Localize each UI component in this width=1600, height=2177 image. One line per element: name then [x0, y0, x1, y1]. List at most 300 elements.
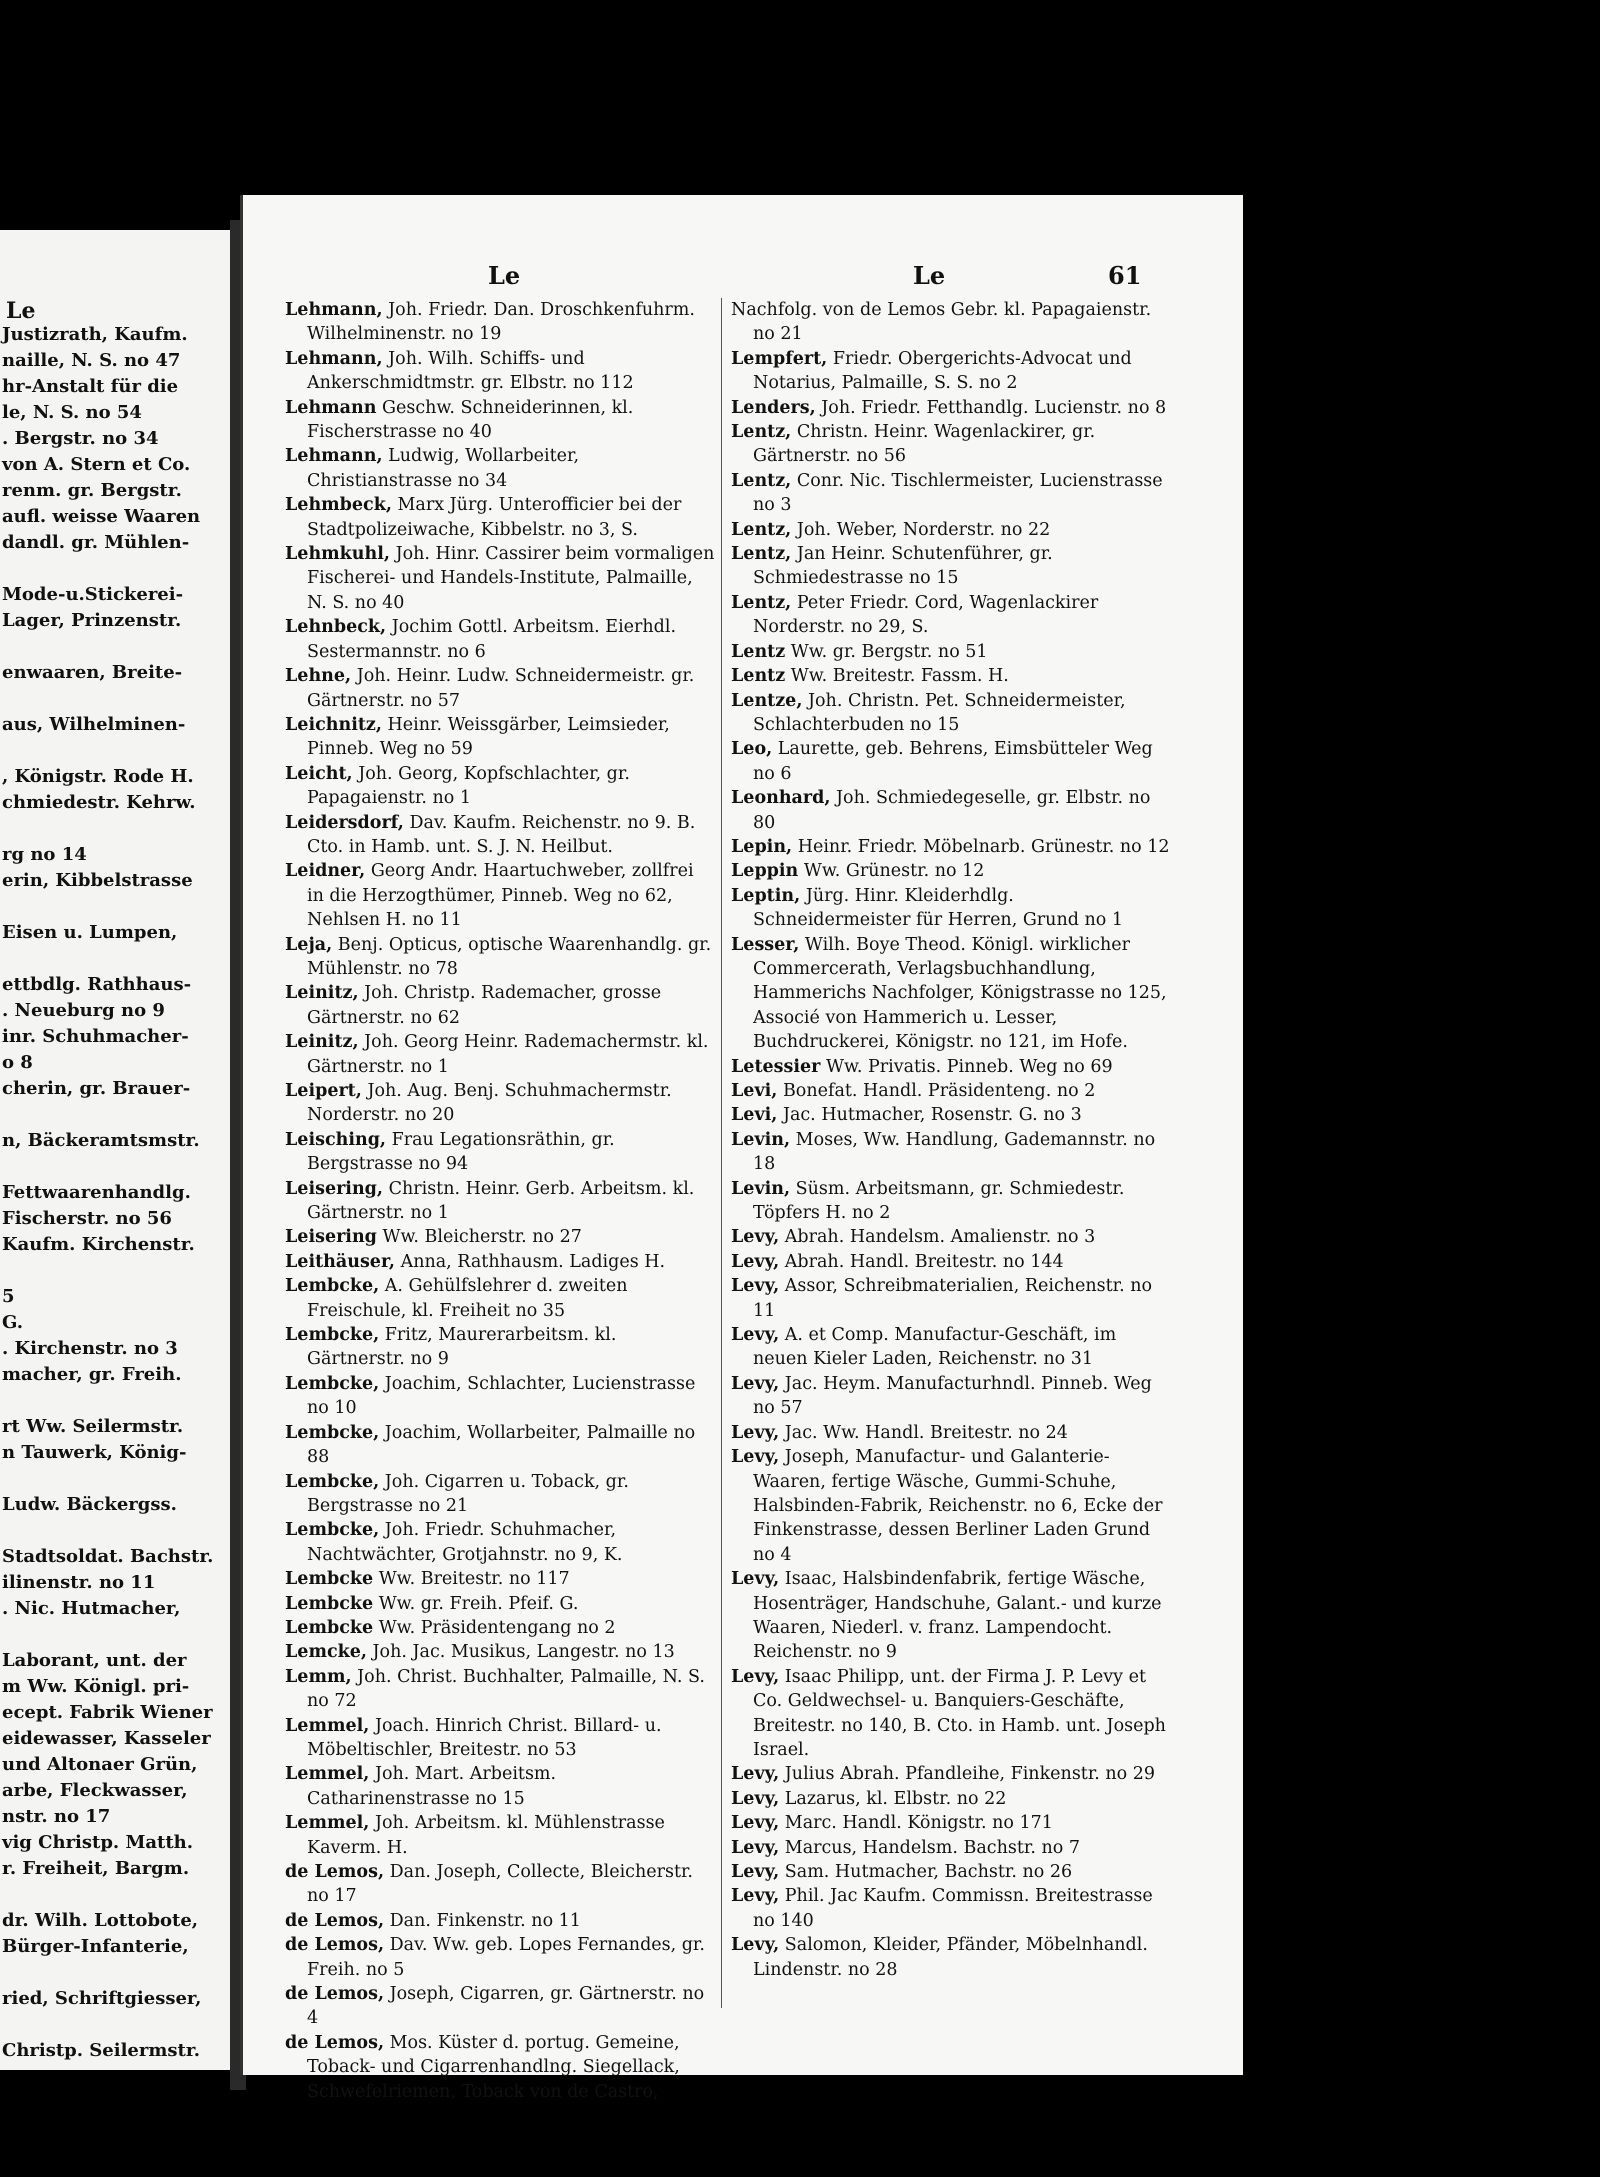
directory-entry — [731, 835, 1176, 859]
left-page-line — [0, 816, 226, 842]
entry-text: Joh. Arbeitsm. kl. Mühlenstrasse Kaverm. H. — [307, 1813, 665, 1858]
entry-name: Lembcke — [285, 1593, 374, 1614]
directory-entry — [285, 1567, 715, 1591]
directory-entry — [731, 786, 1176, 835]
directory-entry — [731, 664, 1176, 688]
entry-name: Lembcke — [285, 1569, 374, 1590]
directory-entry — [285, 615, 715, 664]
entry-text: Christn. Heinr. Wagenlackirer, gr. Gärtnerstr. no 56 — [753, 422, 1096, 467]
directory-entry — [285, 1616, 715, 1640]
entry-text: Salomon, Kleider, Pfänder, Möbelnhandl. Lindenstr. no 28 — [753, 1935, 1148, 1980]
page-header — [243, 261, 1243, 291]
entry-name: Lempfert, — [731, 348, 828, 369]
entry-name: Lehmkuhl, — [285, 544, 390, 565]
entry-text: A. et Comp. Manufactur-Geschäft, im neuen Kieler Laden, Reichenstr. no 31 — [753, 1325, 1117, 1370]
entry-name: Lentz, — [731, 422, 792, 443]
entry-name: Levy, — [731, 1837, 780, 1858]
entry-name: Leithäuser, — [285, 1251, 395, 1272]
left-page-line: ried, Schriftgiesser, — [2, 1988, 202, 2009]
entry-name: Letessier — [731, 1056, 821, 1077]
directory-entry — [285, 1470, 715, 1519]
directory-entry — [285, 1372, 715, 1421]
entry-text: Ludwig, Wollarbeiter, Christianstrasse no 34 — [307, 446, 580, 491]
entry-text: Bonefat. Handl. Präsidenteng. no 2 — [782, 1081, 1096, 1101]
entry-name: Leo, — [731, 739, 773, 760]
left-page-line: eidewasser, Kasseler — [2, 1728, 211, 1749]
entry-text: Joh. Christ. Buchhalter, Palmaille, N. S. no 72 — [307, 1666, 705, 1712]
directory-entry — [731, 591, 1176, 640]
left-page-line: dandl. gr. Mühlen- — [2, 532, 190, 553]
entry-text: Abrah. Handelsm. Amalienstr. no 3 — [784, 1227, 1096, 1248]
entry-text: Ww. Privatis. Pinneb. Weg no 69 — [825, 1056, 1113, 1077]
directory-entry — [731, 640, 1176, 664]
entry-name: Levy, — [731, 1227, 780, 1248]
directory-entry — [731, 1933, 1176, 1982]
entry-name: Lentze, — [731, 690, 803, 711]
entry-text: Joh. Cigarren u. Toback, gr. Bergstrasse no 21 — [307, 1471, 629, 1516]
left-page-line — [0, 1518, 226, 1544]
entry-text: Julius Abrah. Pfandleihe, Finkenstr. no 29 — [784, 1764, 1156, 1785]
directory-entry — [731, 1250, 1176, 1274]
entry-text: Joachim, Wollarbeiter, Palmaille no 88 — [307, 1422, 696, 1468]
entry-text: A. Gehülfslehrer d. zweiten Freischule, kl. Freiheit no 35 — [307, 1276, 628, 1321]
left-page-line: ettbdlg. Rathhaus- — [2, 974, 192, 995]
left-page-line — [0, 894, 226, 920]
left-page-line: enwaaren, Breite- — [2, 662, 183, 683]
entry-text: Geschw. Schneiderinnen, kl. Fischerstrasse no 40 — [307, 397, 634, 443]
directory-entry — [285, 1640, 715, 1664]
entry-name: Leidner, — [285, 861, 366, 882]
entry-name: Lentz — [731, 666, 786, 687]
entry-name: Leisering — [285, 1227, 377, 1248]
left-page-heading: Le — [6, 298, 36, 324]
entry-text: Joach. Hinrich Christ. Billard- u. Möbeltischler, Breitestr. no 53 — [307, 1715, 662, 1760]
directory-entry — [731, 1421, 1176, 1445]
right-page — [240, 195, 1243, 2102]
entry-name: Lenders, — [731, 397, 816, 418]
directory-entry — [731, 1055, 1176, 1079]
directory-entry — [731, 859, 1176, 883]
entry-text: Laurette, geb. Behrens, Eimsbütteler Weg no 6 — [753, 739, 1153, 784]
left-page-line: . Neueburg no 9 — [2, 1000, 165, 1021]
entry-name: Leinitz, — [285, 983, 359, 1004]
column-heading-left: Le — [488, 261, 521, 290]
left-page-line: m Ww. Königl. pri- — [2, 1676, 190, 1697]
left-page-line: . Kirchenstr. no 3 — [2, 1338, 178, 1359]
left-page-line — [0, 1154, 226, 1180]
entry-text: Christn. Heinr. Gerb. Arbeitsm. kl. Gärtnerstr. no 1 — [307, 1178, 695, 1224]
entry-text: Joh. Georg, Kopfschlachter, gr. Papagaienstr. no 1 — [307, 763, 630, 809]
left-page-line: Ludw. Bäckergss. — [2, 1494, 177, 1515]
left-page-line: Fettwaarenhandlg. — [2, 1182, 191, 1203]
directory-entry — [731, 347, 1176, 396]
directory-entry — [285, 762, 715, 811]
entry-text: Dav. Ww. geb. Lopes Fernandes, gr. Freih. no 5 — [307, 1935, 705, 1980]
left-page-line: Kaufm. Kirchenstr. — [2, 1234, 195, 1255]
directory-entry — [285, 1933, 715, 1982]
directory-entry — [285, 1909, 715, 1933]
entry-name: Lemmel, — [285, 1813, 370, 1834]
entry-text: Phil. Jac Kaufm. Commissn. Breitestrasse no 140 — [753, 1886, 1153, 1931]
directory-entry — [731, 1372, 1176, 1421]
entry-text: Joseph, Cigarren, gr. Gärtnerstr. no 4 — [307, 1984, 705, 2029]
entry-name: Levin, — [731, 1129, 791, 1150]
entry-text: Joh. Wilh. Schiffs- und Ankerschmidtmstr. gr. Elbstr. no 112 — [307, 348, 634, 394]
left-page-line: . Nic. Hutmacher, — [2, 1598, 181, 1619]
entry-name: Levi, — [731, 1105, 778, 1126]
directory-entry — [285, 1030, 715, 1079]
left-page-line: chmiedestr. Kehrw. — [2, 792, 196, 813]
directory-entry — [285, 1225, 715, 1249]
left-page-line: macher, gr. Freih. — [2, 1364, 182, 1385]
directory-entry — [731, 1884, 1176, 1933]
entry-name: Lehmann — [285, 397, 377, 418]
left-page-line — [0, 738, 226, 764]
entry-text: Joachim, Schlachter, Lucienstrasse no 10 — [307, 1373, 696, 1419]
entry-name: Leicht, — [285, 763, 353, 784]
directory-entry — [285, 1762, 715, 1811]
entry-name: de Lemos, — [285, 1984, 385, 2005]
directory-entry — [731, 933, 1176, 1055]
directory-entry — [731, 1567, 1176, 1665]
entry-name: Levy, — [731, 1325, 780, 1346]
entry-name: Levy, — [731, 1764, 780, 1785]
directory-entry — [285, 1128, 715, 1177]
entry-name: Levy, — [731, 1935, 780, 1956]
left-page-line — [0, 634, 226, 660]
entry-text: Joh. Mart. Arbeitsm. Catharinenstrasse no 15 — [307, 1764, 557, 1809]
directory-entry — [285, 1714, 715, 1763]
entry-name: Lemmel, — [285, 1715, 370, 1736]
entry-text: Joh. Weber, Norderstr. no 22 — [796, 519, 1051, 540]
entry-text: Friedr. Obergerichts-Advocat und Notarius, Palmaille, S. S. no 2 — [753, 348, 1132, 394]
entry-text: Nachfolg. von de Lemos Gebr. kl. Papagaienstr. no 21 — [731, 300, 1152, 345]
left-page-line: und Altonaer Grün, — [2, 1754, 198, 1775]
directory-entry — [285, 1811, 715, 1860]
entry-name: Leja, — [285, 934, 333, 955]
entry-name: Lembcke, — [285, 1471, 380, 1492]
directory-entry — [731, 1225, 1176, 1249]
column-heading-right: Le — [913, 261, 946, 290]
directory-entry — [285, 542, 715, 615]
entry-text: Jac. Heym. Manufacturhndl. Pinneb. Weg no 57 — [753, 1373, 1152, 1419]
entry-name: Levy, — [731, 1251, 780, 1272]
entry-name: Lepin, — [731, 836, 793, 857]
entry-text: Assor, Schreibmaterialien, Reichenstr. no 11 — [753, 1276, 1153, 1321]
directory-entry — [731, 689, 1176, 738]
directory-entry — [731, 1811, 1176, 1835]
directory-entry — [285, 1250, 715, 1274]
directory-entry — [731, 542, 1176, 591]
entry-name: Lemm, — [285, 1666, 352, 1687]
left-page-line: erin, Kibbelstrasse — [2, 870, 193, 891]
entry-text: Joh. Christp. Rademacher, grosse Gärtnerstr. no 62 — [307, 983, 662, 1028]
entry-text: Ww. Breitestr. no 117 — [378, 1569, 570, 1590]
left-page-line: Fischerstr. no 56 — [2, 1208, 172, 1229]
left-page-line: o 8 — [2, 1052, 33, 1073]
directory-entry — [285, 981, 715, 1030]
left-page-line: ecept. Fabrik Wiener — [2, 1702, 213, 1723]
entry-name: Lehnbeck, — [285, 617, 387, 638]
left-page-line: dr. Wilh. Lottobote, — [2, 1910, 199, 1931]
entry-name: Lentz, — [731, 544, 792, 565]
directory-entry — [285, 859, 715, 932]
directory-entry — [731, 1177, 1176, 1226]
entry-name: Levy, — [731, 1276, 780, 1297]
entry-text: Ww. Breitestr. Fassm. H. — [790, 666, 1009, 687]
entry-name: Levy, — [731, 1862, 780, 1882]
entry-text: Ww. Bleicherstr. no 27 — [382, 1227, 582, 1248]
entry-text: Ww. Grünestr. no 12 — [803, 861, 985, 882]
entry-text: Wilh. Boye Theod. Königl. wirklicher Commercerath, Verlagsbuchhandlung, Hammerichs Nachfolger, Königstrasse no 125, Associé von Hammerich u. Lesser, Buchdruckerei, Königstr. no 121, im Hofe. — [753, 934, 1167, 1053]
directory-entry — [731, 1762, 1176, 1786]
entry-name: Levy, — [731, 1422, 780, 1443]
directory-entry — [731, 737, 1176, 786]
entry-text: Heinr. Friedr. Möbelnarb. Grünestr. no 12 — [797, 836, 1170, 857]
entry-name: Lehmann, — [285, 446, 383, 467]
entry-name: Lembcke, — [285, 1325, 380, 1346]
left-page-line: Justizrath, Kaufm. — [2, 324, 188, 345]
entry-text: Joh. Friedr. Dan. Droschkenfuhrm. Wilhelminenstr. no 19 — [307, 300, 695, 345]
directory-entry — [731, 1665, 1176, 1763]
directory-entry — [285, 713, 715, 762]
left-page-line: le, N. S. no 54 — [2, 402, 142, 423]
entry-name: Lembcke — [285, 1617, 374, 1638]
entry-text: Dan. Finkenstr. no 11 — [389, 1910, 581, 1931]
entry-name: Levi, — [731, 1081, 778, 1101]
entry-text: Fritz, Maurerarbeitsm. kl. Gärtnerstr. no 9 — [307, 1325, 617, 1370]
entry-name: Lesser, — [731, 934, 800, 955]
entry-name: de Lemos, — [285, 1935, 385, 1956]
directory-entry — [731, 884, 1176, 933]
directory-entry — [285, 1421, 715, 1470]
entry-text: Marc. Handl. Königstr. no 171 — [784, 1813, 1053, 1834]
directory-entry — [285, 298, 715, 347]
entry-text: Sam. Hutmacher, Bachstr. no 26 — [784, 1862, 1073, 1882]
right-column — [731, 298, 1176, 1982]
directory-entry — [731, 1860, 1176, 1884]
entry-text: Anna, Rathhausm. Ladiges H. — [400, 1251, 666, 1272]
directory-entry — [731, 420, 1176, 469]
entry-text: Mos. Küster d. portug. Gemeine, Toback- und Cigarrenhandlng. Siegellack, Schwefelriemen, Toback von de Castro, — [307, 2032, 680, 2102]
entry-text: Joh. Friedr. Schuhmacher, Nachtwächter, Grotjahnstr. no 9, K. — [307, 1520, 623, 1565]
entry-name: Leisching, — [285, 1129, 387, 1150]
left-page-line — [0, 1388, 226, 1414]
entry-name: Leppin — [731, 861, 799, 882]
left-page-line: . Bergstr. no 34 — [2, 428, 159, 449]
directory-entry — [285, 811, 715, 860]
entry-text: Joh. Aug. Benj. Schuhmachermstr. Norderstr. no 20 — [307, 1081, 672, 1126]
entry-name: Levy, — [731, 1447, 780, 1468]
entry-text: Jochim Gottl. Arbeitsm. Eierhdl. Sestermannstr. no 6 — [307, 617, 677, 662]
left-page-line: Lager, Prinzenstr. — [2, 610, 182, 631]
entry-name: Leptin, — [731, 885, 801, 906]
entry-name: Levy, — [731, 1373, 780, 1394]
entry-name: Lembcke, — [285, 1520, 380, 1541]
left-page-line: 5 — [2, 1286, 15, 1307]
entry-text: Joh. Schmiedegeselle, gr. Elbstr. no 80 — [753, 788, 1151, 833]
entry-text: Süsm. Arbeitsmann, gr. Schmiedestr. Töpfers H. no 2 — [753, 1178, 1125, 1224]
entry-text: Moses, Ww. Handlung, Gademannstr. no 18 — [753, 1129, 1156, 1175]
entry-text: Joseph, Manufactur- und Galanterie-Waaren, fertige Wäsche, Gummi-Schuhe, Halsbinden-Fabrik, Reichenstr. no 6, Ecke der Finkenstrasse, dessen Berliner Laden Grund no 4 — [753, 1447, 1163, 1565]
column-divider — [721, 298, 722, 2008]
left-facing-page — [0, 230, 236, 2070]
left-page-line: Eisen u. Lumpen, — [2, 922, 178, 943]
entry-text: Joh. Heinr. Ludw. Schneidermeistr. gr. Gärtnerstr. no 57 — [307, 666, 695, 711]
entry-name: Leisering, — [285, 1178, 383, 1199]
left-page-line: renm. gr. Bergstr. — [2, 480, 182, 501]
page-number: 61 — [1108, 261, 1142, 290]
entry-text: Benj. Opticus, optische Waarenhandlg. gr. Mühlenstr. no 78 — [307, 934, 712, 979]
entry-text: Jan Heinr. Schutenführer, gr. Schmiedestrasse no 15 — [753, 544, 1053, 589]
left-page-line: ilinenstr. no 11 — [2, 1572, 156, 1593]
entry-text: Heinr. Weissgärber, Leimsieder, Pinneb. Weg no 59 — [307, 714, 670, 760]
entry-name: Levy, — [731, 1813, 780, 1834]
entry-text: Joh. Hinr. Cassirer beim vormaligen Fischerei- und Handels-Institute, Palmaille, N. S. no 40 — [307, 544, 715, 613]
directory-entry — [731, 1103, 1176, 1127]
directory-entry — [731, 469, 1176, 518]
entry-text: Dav. Kaufm. Reichenstr. no 9. B. Cto. in Hamb. unt. S. J. N. Heilbut. — [307, 812, 696, 857]
directory-entry — [285, 1592, 715, 1616]
directory-entry — [731, 298, 1176, 347]
directory-entry — [731, 1128, 1176, 1177]
directory-entry — [731, 396, 1176, 420]
entry-text: Ww. gr. Bergstr. no 51 — [790, 641, 988, 662]
directory-entry — [731, 1787, 1176, 1811]
left-page-line: vig Christp. Matth. — [2, 1832, 194, 1853]
entry-text: Joh. Friedr. Fetthandlg. Lucienstr. no 8 — [821, 397, 1167, 418]
directory-entry — [731, 1323, 1176, 1372]
left-page-line: hr-Anstalt für die — [2, 376, 179, 397]
entry-name: Levy, — [731, 1788, 780, 1809]
left-page-line — [0, 556, 226, 582]
left-page-line — [0, 1102, 226, 1128]
entry-name: Lemcke, — [285, 1642, 367, 1663]
left-page-line — [0, 2012, 226, 2038]
entry-name: Lehne, — [285, 666, 352, 687]
entry-name: Lehmbeck, — [285, 495, 392, 516]
left-page-line: Laborant, unt. der — [2, 1650, 187, 1671]
directory-entry — [285, 933, 715, 982]
directory-entry — [285, 493, 715, 542]
entry-name: Leipert, — [285, 1081, 362, 1101]
left-page-line: Stadtsoldat. Bachstr. — [2, 1546, 214, 1567]
entry-name: Lentz, — [731, 519, 792, 540]
left-page-line: von A. Stern et Co. — [2, 454, 191, 475]
entry-name: Levy, — [731, 1886, 780, 1907]
left-page-line — [0, 1882, 226, 1908]
entry-name: Leichnitz, — [285, 714, 382, 735]
left-page-line: Bürger-Infanterie, — [2, 1936, 189, 1957]
left-page-line: cherin, gr. Brauer- — [2, 1078, 191, 1099]
entry-name: Lembcke, — [285, 1422, 380, 1443]
entry-text: Isaac, Halsbindenfabrik, fertige Wäsche, Hosenträger, Handschuhe, Galant.- und kurze Waaren, Niederl. v. franz. Lampendocht. Reichenstr. no 9 — [753, 1569, 1162, 1663]
left-page-line — [0, 1622, 226, 1648]
left-page-line — [0, 1466, 226, 1492]
left-page-line: r. Freiheit, Bargm. — [2, 1858, 190, 1879]
entry-name: Lehmann, — [285, 348, 383, 369]
left-page-line: aufl. weisse Waaren — [2, 506, 201, 527]
directory-entry — [285, 396, 715, 445]
directory-entry — [285, 1079, 715, 1128]
directory-entry — [285, 347, 715, 396]
directory-entry — [285, 1982, 715, 2031]
entry-text: Marcus, Handelsm. Bachstr. no 7 — [784, 1837, 1080, 1858]
entry-text: Lazarus, kl. Elbstr. no 22 — [784, 1788, 1007, 1809]
entry-text: Dan. Joseph, Collecte, Bleicherstr. no 17 — [307, 1862, 693, 1907]
entry-text: Conr. Nic. Tischlermeister, Lucienstrasse no 3 — [753, 470, 1163, 516]
entry-name: Leonhard, — [731, 788, 831, 809]
left-page-line: nstr. no 17 — [2, 1806, 111, 1827]
entry-name: Lentz, — [731, 592, 792, 613]
entry-name: Lentz — [731, 641, 786, 662]
entry-text: Jürg. Hinr. Kleiderhdlg. Schneidermeister für Herren, Grund no 1 — [753, 885, 1123, 931]
entry-text: Abrah. Handl. Breitestr. no 144 — [784, 1251, 1064, 1272]
entry-text: Frau Legationsräthin, gr. Bergstrasse no 94 — [307, 1129, 615, 1175]
left-page-line: arbe, Fleckwasser, — [2, 1780, 188, 1801]
entry-text: Ww. gr. Freih. Pfeif. G. — [378, 1593, 579, 1614]
left-page-line — [0, 686, 226, 712]
entry-text: Peter Friedr. Cord, Wagenlackirer Norderstr. no 29, S. — [753, 592, 1099, 638]
directory-entry — [731, 518, 1176, 542]
directory-entry — [285, 1177, 715, 1226]
entry-name: Lentz, — [731, 470, 792, 491]
left-page-line: inr. Schuhmacher- — [2, 1026, 189, 1047]
entry-name: Levin, — [731, 1178, 791, 1199]
left-page-line: Christp. Seilermstr. — [2, 2040, 200, 2061]
entry-text: Ww. Präsidentengang no 2 — [378, 1617, 616, 1638]
directory-entry — [285, 444, 715, 493]
directory-entry — [731, 1079, 1176, 1103]
entry-name: Lehmann, — [285, 300, 383, 320]
directory-entry — [731, 1445, 1176, 1567]
entry-name: Lemmel, — [285, 1764, 370, 1785]
entry-name: de Lemos, — [285, 1910, 385, 1931]
left-page-lines — [0, 322, 226, 2064]
directory-entry — [285, 664, 715, 713]
left-page-line: rg no 14 — [2, 844, 87, 865]
entry-name: Leinitz, — [285, 1032, 359, 1053]
directory-entry — [285, 1274, 715, 1323]
entry-text: Marx Jürg. Unterofficier bei der Stadtpolizeiwache, Kibbelstr. no 3, S. — [307, 495, 682, 540]
directory-entry — [285, 1323, 715, 1372]
entry-text: Joh. Christn. Pet. Schneidermeister, Schlachterbuden no 15 — [753, 690, 1126, 735]
left-page-line: Mode-u.Stickerei- — [2, 584, 184, 605]
left-page-line: n Tauwerk, König- — [2, 1442, 187, 1463]
entry-name: Lembcke, — [285, 1276, 380, 1297]
entry-text: Joh. Jac. Musikus, Langestr. no 13 — [372, 1642, 675, 1663]
left-page-line — [0, 1960, 226, 1986]
directory-entry — [285, 2031, 715, 2104]
entry-text: Georg Andr. Haartuchweber, zollfrei in die Herzogthümer, Pinneb. Weg no 62, Nehlsen H. no 11 — [307, 861, 694, 931]
left-page-line — [0, 1258, 226, 1284]
left-page-line: aus, Wilhelminen- — [2, 714, 186, 735]
left-page-line: , Königstr. Rode H. — [2, 766, 194, 787]
entry-text: Jac. Hutmacher, Rosenstr. G. no 3 — [782, 1105, 1082, 1126]
entry-name: Lembcke, — [285, 1373, 380, 1394]
entry-text: Jac. Ww. Handl. Breitestr. no 24 — [784, 1422, 1068, 1443]
left-page-line: G. — [2, 1312, 23, 1333]
left-column — [285, 298, 715, 2104]
entry-name: Levy, — [731, 1666, 780, 1687]
entry-text: Isaac Philipp, unt. der Firma J. P. Levy et Co. Geldwechsel- u. Banquiers-Geschäfte, Breitestr. no 140, B. Cto. in Hamb. unt. Joseph Israel. — [753, 1666, 1166, 1760]
entry-name: Leidersdorf, — [285, 812, 404, 833]
left-page-line: naille, N. S. no 47 — [2, 350, 181, 371]
entry-name: de Lemos, — [285, 2032, 385, 2053]
directory-entry — [731, 1836, 1176, 1860]
left-page-line: rt Ww. Seilermstr. — [2, 1416, 184, 1437]
directory-entry — [731, 1274, 1176, 1323]
